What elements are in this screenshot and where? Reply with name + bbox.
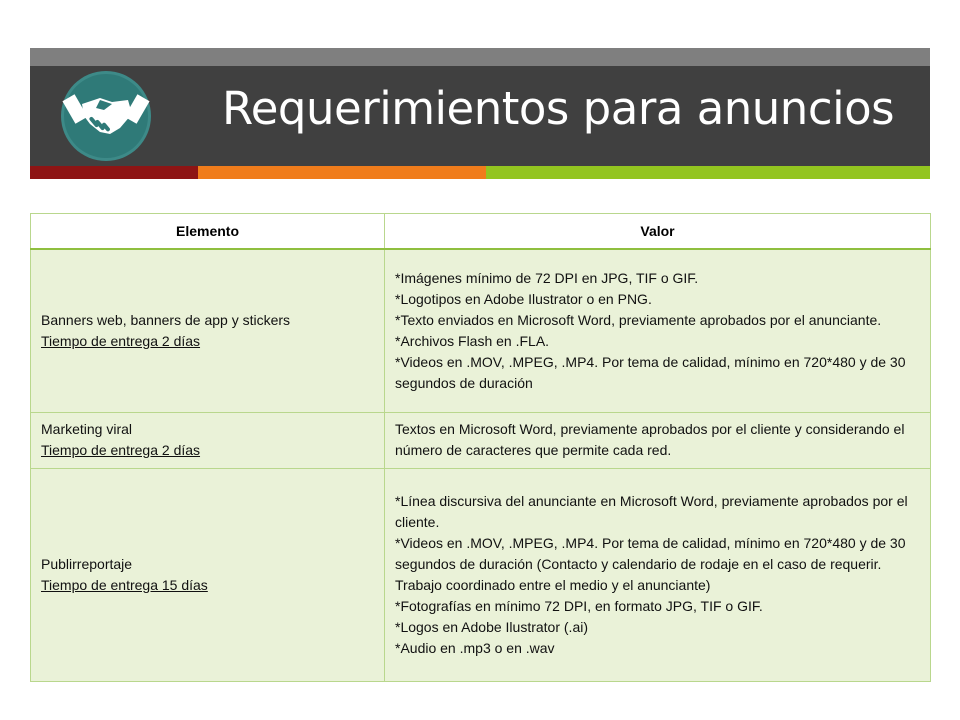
stripe-red [30, 166, 198, 179]
element-name: Publirreportaje [41, 555, 133, 572]
delivery-time: Tiempo de entrega 2 días [41, 332, 201, 349]
element-cell [31, 468, 385, 681]
header-top-bar [30, 48, 930, 66]
table-row [31, 468, 931, 681]
value-cell [385, 468, 931, 681]
table-header-row [31, 214, 931, 250]
header-valor: Valor [385, 214, 931, 250]
value-line: *Audio en .mp3 o en .wav [395, 639, 555, 656]
value-line: *Videos en .MOV, .MPEG, .MP4. Por tema de calidad, mínimo en 720*480 y de 30 segundos de duración [395, 353, 906, 391]
delivery-time: Tiempo de entrega 15 días [41, 576, 208, 593]
table-row [31, 249, 931, 412]
stripe-orange [198, 166, 486, 179]
handshake-icon [60, 70, 152, 162]
color-stripes [30, 166, 930, 179]
element-name: Banners web, banners de app y stickers [41, 311, 291, 328]
value-line: *Imágenes mínimo de 72 DPI en JPG, TIF o GIF. [395, 269, 699, 286]
value-line: *Línea discursiva del anunciante en Microsoft Word, previamente aprobados por el cliente. [395, 492, 908, 530]
element-name: Marketing viral [41, 421, 133, 437]
element-cell [31, 249, 385, 412]
value-line: *Texto enviados en Microsoft Word, previamente aprobados por el anunciante. [395, 311, 882, 328]
value-line: *Fotografías en mínimo 72 DPI, en formato JPG, TIF o GIF. [395, 597, 763, 614]
delivery-time: Tiempo de entrega 2 días [41, 442, 201, 458]
stripe-green [486, 166, 930, 179]
value-line: *Logotipos en Adobe Ilustrator o en PNG. [395, 290, 652, 307]
table-row [31, 412, 931, 468]
element-cell [31, 412, 385, 468]
slide-title: Requerimientos para anuncios [222, 82, 895, 135]
value-line: *Videos en .MOV, .MPEG, .MP4. Por tema de calidad, mínimo en 720*480 y de 30 segundos de duración (Contacto y calendario de rodaje en el caso de requerir. Trabajo coordinado entre el medio y el anunciante) [395, 534, 906, 593]
value-cell [385, 249, 931, 412]
requirements-table [30, 213, 931, 682]
value-cell [385, 412, 931, 468]
value-line: Textos en Microsoft Word, previamente aprobados por el cliente y considerando el número de caracteres que permite cada red. [395, 421, 905, 458]
header-elemento: Elemento [31, 214, 385, 250]
value-line: *Logos en Adobe Ilustrator (.ai) [395, 618, 589, 635]
value-line: *Archivos Flash en .FLA. [395, 332, 550, 349]
